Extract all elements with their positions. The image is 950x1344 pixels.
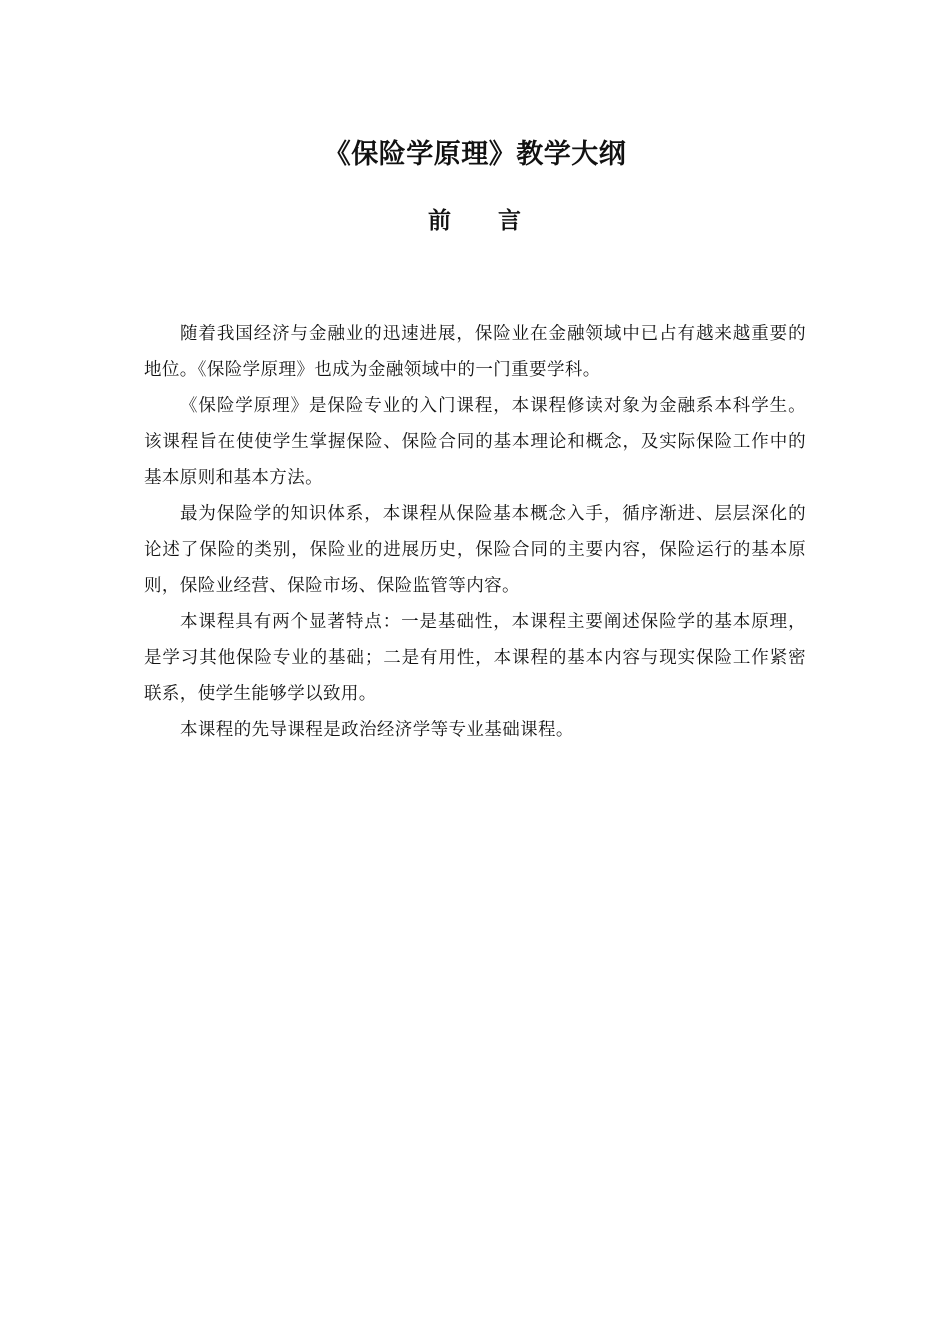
heading-char-1: 前 <box>428 208 452 234</box>
heading-char-2: 言 <box>498 208 522 234</box>
paragraph: 随着我国经济与金融业的迅速进展，保险业在金融领域中已占有越来越重要的地位。《保险学原理》也成为金融领域中的一门重要学科。 <box>144 324 806 380</box>
paragraph: 《保险学原理》是保险专业的入门课程，本课程修读对象为金融系本科学生。该课程旨在使使学生掌握保险、保险合同的基本理论和概念，及实际保险工作中的基本原则和基本方法。 <box>144 396 806 488</box>
preface-body <box>144 316 806 748</box>
document-title: 《保险学原理》教学大纲 <box>323 139 627 170</box>
paragraph: 本课程具有两个显著特点：一是基础性，本课程主要阐述保险学的基本原理，是学习其他保险专业的基础；二是有用性，本课程的基本内容与现实保险工作紧密联系，使学生能够学以致用。 <box>144 612 806 704</box>
section-heading-preface <box>0 202 950 235</box>
paragraph: 本课程的先导课程是政治经济学等专业基础课程。 <box>180 720 574 740</box>
paragraph: 最为保险学的知识体系，本课程从保险基本概念入手，循序渐进、层层深化的论述了保险的类别，保险业的进展历史，保险合同的主要内容，保险运行的基本原则，保险业经营、保险市场、保险监管等内容。 <box>144 504 806 596</box>
